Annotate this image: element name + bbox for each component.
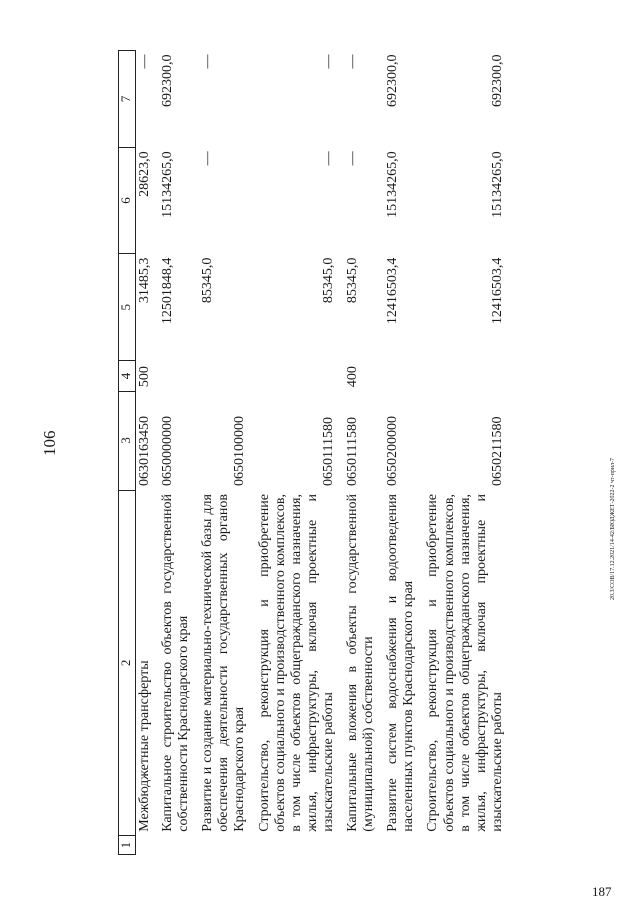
row-value-col5: 85345,0 <box>345 257 361 304</box>
table-row <box>419 51 507 855</box>
row-value-col6: 15134265,0 <box>160 151 176 218</box>
row-vr <box>379 361 419 391</box>
row-name: Развитие и создание материально-технической базы для обеспечения деятельности государственных органов Краснодарского края <box>200 494 248 832</box>
row-code: 0630163450 <box>137 416 152 487</box>
row-code: 0650200000 <box>385 416 401 487</box>
row-code: 0650211580 <box>489 416 505 487</box>
table-header-row <box>119 51 136 855</box>
row-vr: 400 <box>345 366 361 388</box>
row-value-col7: 692300,0 <box>385 54 401 107</box>
row-vr <box>154 361 194 391</box>
row-code: 0650000000 <box>160 416 176 487</box>
row-name: Капитальное строительство объектов государственной собственности Краснодарского края <box>160 494 192 832</box>
budget-table <box>118 50 508 855</box>
row-value-col6: — <box>200 151 216 166</box>
row-vr: 500 <box>137 366 152 388</box>
column-header-1: 1 <box>119 836 136 855</box>
row-value-col7: 692300,0 <box>160 54 176 107</box>
column-header-2: 2 <box>119 490 136 836</box>
row-value-col5: 31485,3 <box>137 257 152 304</box>
row-value-col6: 15134265,0 <box>489 151 505 218</box>
row-name: Развитие систем водоснабжения и водоотведения населенных пунктов Краснодарского края <box>385 494 417 832</box>
row-value-col7: 692300,0 <box>489 54 505 107</box>
column-header-6: 6 <box>119 147 136 253</box>
row-code: 0650111580 <box>320 417 336 487</box>
row-value-col7: — <box>137 54 152 69</box>
table-row <box>251 51 339 855</box>
row-vr <box>194 361 250 391</box>
row-name: Строительство, реконструкция и приобретение объектов социального и производственного комплексов, в том числе объектов общегражданского назначения, жилья, инфраструктуры, включая проектные и изыскательские работы <box>256 494 336 832</box>
page-number-top: 106 <box>40 430 59 456</box>
page-number-bottom: 187 <box>592 884 612 899</box>
row-value-col5: 12501848,4 <box>160 257 176 325</box>
footer-document-code: 20.3/СОВ/17.12.2021/14-42/БЮДЖЕТ-2022-2 чт-прил-7 <box>610 457 616 600</box>
row-value-col5: 85345,0 <box>200 257 216 304</box>
row-value-col5: 12416503,4 <box>385 257 401 325</box>
column-header-3: 3 <box>119 391 136 490</box>
row-code: 0650100000 <box>232 416 248 487</box>
row-name: Межбюджетные трансферты <box>137 660 152 832</box>
table-row <box>379 51 419 855</box>
column-header-4: 4 <box>119 361 136 391</box>
row-value-col6: 28623,0 <box>137 151 152 197</box>
row-value-col6: 15134265,0 <box>385 151 401 218</box>
budget-table-rotated <box>118 50 588 855</box>
row-value-col7: — <box>345 54 361 69</box>
row-vr <box>251 361 339 391</box>
column-header-5: 5 <box>119 254 136 361</box>
row-value-col5: 85345,0 <box>320 257 336 304</box>
row-value-col5: 12416503,4 <box>489 257 505 325</box>
column-header-7: 7 <box>119 51 136 148</box>
table-row <box>154 51 194 855</box>
row-value-col7: — <box>320 54 336 69</box>
row-code: 0650111580 <box>345 417 361 487</box>
row-value-col6: — <box>320 151 336 166</box>
row-value-col7: — <box>200 54 216 69</box>
row-name: Строительство, реконструкция и приобретение объектов социального и производственного комплексов, в том числе объектов общегражданского назначения, жилья, инфраструктуры, включая проектные и изыскательские работы <box>425 494 505 832</box>
row-value-col6: — <box>345 151 361 166</box>
row-name: Капитальные вложения в объекты государственной (муниципальной) собственности <box>345 494 377 832</box>
table-row <box>194 51 250 855</box>
table-row <box>339 51 379 855</box>
row-vr <box>419 361 507 391</box>
table-row <box>136 51 155 855</box>
